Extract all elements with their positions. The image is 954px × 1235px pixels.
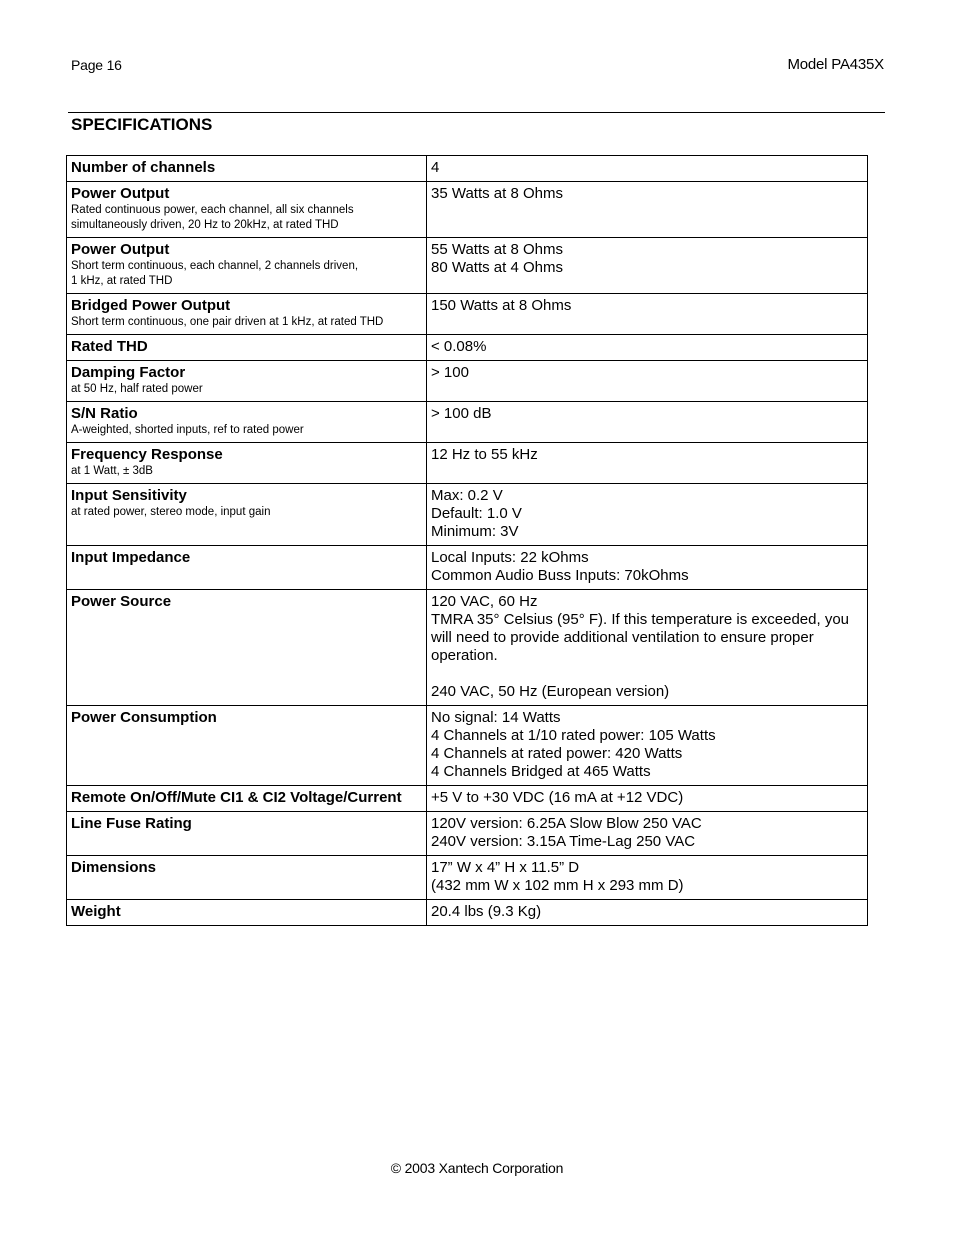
spec-label: Power Output bbox=[71, 241, 170, 258]
spec-sublabel: Short term continuous, each channel, 2 channels driven, bbox=[71, 260, 359, 272]
spec-sublabel: Rated continuous power, each channel, all six channels bbox=[71, 204, 354, 216]
spec-row bbox=[67, 590, 868, 706]
spec-label: Weight bbox=[71, 903, 121, 920]
spec-label-cell bbox=[67, 182, 427, 238]
copyright-footer: © 2003 Xantech Corporation bbox=[390, 1160, 564, 1176]
spec-row bbox=[67, 546, 868, 590]
spec-value: 20.4 lbs (9.3 Kg) bbox=[431, 903, 542, 920]
spec-label-cell bbox=[67, 590, 427, 706]
spec-label: Frequency Response bbox=[71, 446, 223, 463]
spec-value: 240V version: 3.15A Time-Lag 250 VAC bbox=[431, 833, 696, 850]
spec-value: Common Audio Buss Inputs: 70kOhms bbox=[431, 567, 689, 584]
spec-value bbox=[431, 665, 863, 683]
page-number: Page 16 bbox=[71, 57, 122, 73]
spec-value-cell bbox=[427, 590, 868, 706]
specifications-table-body bbox=[67, 156, 868, 926]
spec-value: 80 Watts at 4 Ohms bbox=[431, 259, 563, 276]
spec-label-cell bbox=[67, 546, 427, 590]
spec-value: 240 VAC, 50 Hz (European version) bbox=[431, 683, 670, 700]
spec-label: Bridged Power Output bbox=[71, 297, 231, 314]
spec-value-cell bbox=[427, 156, 868, 182]
spec-label: Power Consumption bbox=[71, 709, 217, 726]
spec-value: 4 Channels Bridged at 465 Watts bbox=[431, 763, 651, 780]
spec-value: Default: 1.0 V bbox=[431, 505, 522, 522]
spec-row bbox=[67, 335, 868, 361]
spec-value-cell bbox=[427, 900, 868, 926]
specifications-table bbox=[66, 155, 868, 926]
spec-sublabel: Short term continuous, one pair driven at 1 kHz, at rated THD bbox=[71, 316, 384, 328]
spec-value: Minimum: 3V bbox=[431, 523, 519, 540]
spec-sublabel: 1 kHz, at rated THD bbox=[71, 275, 173, 287]
spec-label: Number of channels bbox=[71, 159, 216, 176]
spec-label-cell bbox=[67, 402, 427, 443]
spec-value: 150 Watts at 8 Ohms bbox=[431, 297, 572, 314]
spec-row bbox=[67, 294, 868, 335]
spec-sublabel: at 1 Watt, ± 3dB bbox=[71, 465, 153, 477]
spec-row bbox=[67, 182, 868, 238]
spec-sublabel: at rated power, stereo mode, input gain bbox=[71, 506, 271, 518]
spec-row bbox=[67, 812, 868, 856]
spec-label-cell bbox=[67, 294, 427, 335]
model-name: Model PA435X bbox=[787, 56, 884, 73]
spec-value-cell bbox=[427, 443, 868, 484]
spec-value-cell bbox=[427, 238, 868, 294]
spec-label-cell bbox=[67, 786, 427, 812]
spec-value: Max: 0.2 V bbox=[431, 487, 503, 504]
spec-value-cell bbox=[427, 706, 868, 786]
spec-value: > 100 dB bbox=[431, 405, 492, 422]
spec-label-cell bbox=[67, 156, 427, 182]
spec-label: Power Output bbox=[71, 185, 170, 202]
spec-label-cell bbox=[67, 443, 427, 484]
spec-row bbox=[67, 900, 868, 926]
spec-value-cell bbox=[427, 361, 868, 402]
spec-value: 55 Watts at 8 Ohms bbox=[431, 241, 563, 258]
spec-label: Input Impedance bbox=[71, 549, 191, 566]
spec-value-cell bbox=[427, 294, 868, 335]
spec-value: 4 Channels at rated power: 420 Watts bbox=[431, 745, 683, 762]
spec-row bbox=[67, 238, 868, 294]
spec-row bbox=[67, 361, 868, 402]
spec-value-cell bbox=[427, 182, 868, 238]
spec-label-cell bbox=[67, 900, 427, 926]
spec-row bbox=[67, 156, 868, 182]
spec-value-cell bbox=[427, 402, 868, 443]
spec-value-cell bbox=[427, 856, 868, 900]
spec-row bbox=[67, 443, 868, 484]
spec-sublabel: A-weighted, shorted inputs, ref to rated power bbox=[71, 424, 304, 436]
spec-row bbox=[67, 706, 868, 786]
spec-label: Rated THD bbox=[71, 338, 148, 355]
spec-label-cell bbox=[67, 706, 427, 786]
spec-row bbox=[67, 484, 868, 546]
spec-value: 120V version: 6.25A Slow Blow 250 VAC bbox=[431, 815, 702, 832]
spec-label-cell bbox=[67, 856, 427, 900]
spec-value: +5 V to +30 VDC (16 mA at +12 VDC) bbox=[431, 789, 684, 806]
spec-value: (432 mm W x 102 mm H x 293 mm D) bbox=[431, 877, 684, 894]
spec-label: Dimensions bbox=[71, 859, 157, 876]
spec-label: Damping Factor bbox=[71, 364, 186, 381]
spec-label-cell bbox=[67, 812, 427, 856]
spec-row bbox=[67, 856, 868, 900]
spec-value-cell bbox=[427, 812, 868, 856]
spec-label: S/N Ratio bbox=[71, 405, 138, 422]
header-divider bbox=[68, 112, 885, 113]
spec-value-cell bbox=[427, 335, 868, 361]
spec-value: 35 Watts at 8 Ohms bbox=[431, 185, 563, 202]
spec-value: TMRA 35° Celsius (95° F). If this temperature is exceeded, you will need to provide additional ventilation to ensure proper operation. bbox=[431, 611, 850, 664]
spec-value-cell bbox=[427, 786, 868, 812]
spec-label: Power Source bbox=[71, 593, 172, 610]
spec-label-cell bbox=[67, 361, 427, 402]
spec-sublabel: simultaneously driven, 20 Hz to 20kHz, at rated THD bbox=[71, 219, 339, 231]
spec-label: Input Sensitivity bbox=[71, 487, 187, 504]
spec-sublabel: at 50 Hz, half rated power bbox=[71, 383, 203, 395]
spec-label: Line Fuse Rating bbox=[71, 815, 192, 832]
spec-label-cell bbox=[67, 335, 427, 361]
spec-label-cell bbox=[67, 238, 427, 294]
spec-label-cell bbox=[67, 484, 427, 546]
spec-value-cell bbox=[427, 484, 868, 546]
spec-value: 120 VAC, 60 Hz bbox=[431, 593, 538, 610]
spec-value: < 0.08% bbox=[431, 338, 487, 355]
spec-label: Remote On/Off/Mute CI1 & CI2 Voltage/Current bbox=[71, 789, 402, 806]
spec-value: > 100 bbox=[431, 364, 469, 381]
spec-value: No signal: 14 Watts bbox=[431, 709, 561, 726]
spec-value: 4 Channels at 1/10 rated power: 105 Watts bbox=[431, 727, 716, 744]
spec-value: 17” W x 4” H x 11.5” D bbox=[431, 859, 580, 876]
spec-value: Local Inputs: 22 kOhms bbox=[431, 549, 589, 566]
section-title: SPECIFICATIONS bbox=[71, 115, 213, 134]
spec-value: 12 Hz to 55 kHz bbox=[431, 446, 538, 463]
spec-row bbox=[67, 402, 868, 443]
spec-value-cell bbox=[427, 546, 868, 590]
spec-value: 4 bbox=[431, 159, 440, 176]
spec-row bbox=[67, 786, 868, 812]
